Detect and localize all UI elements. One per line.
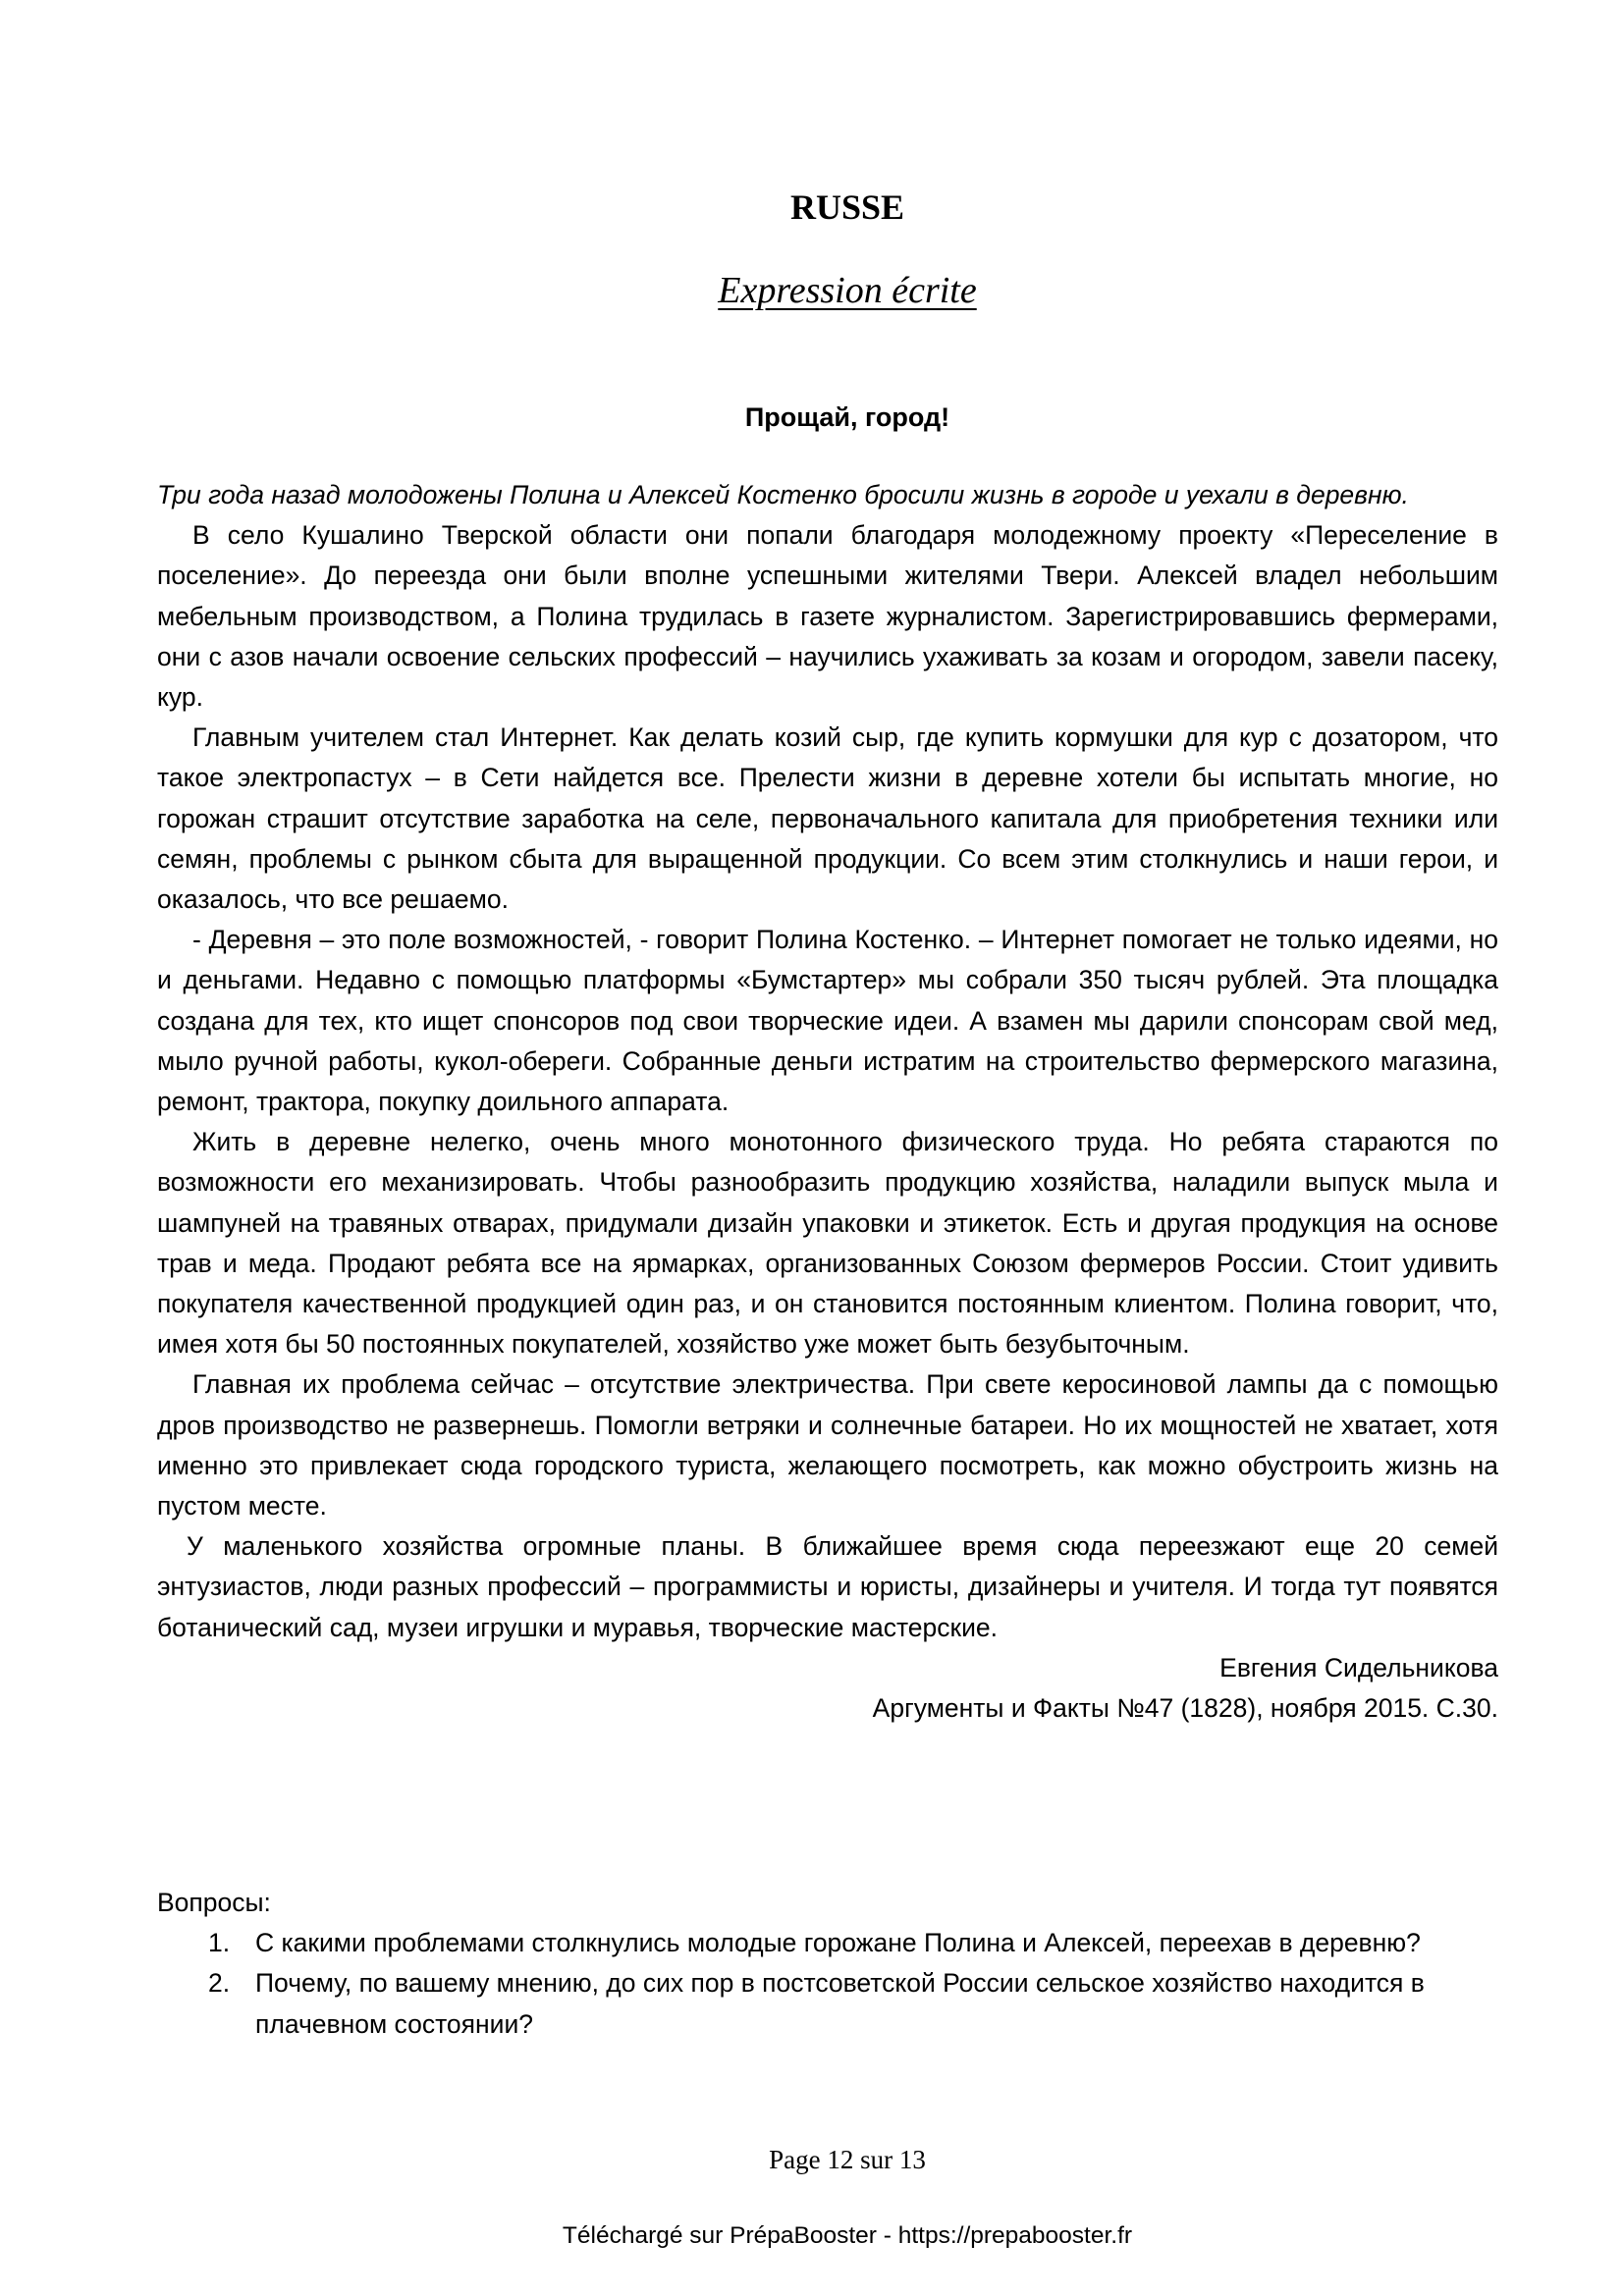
question-item: [157, 1963, 1498, 2044]
questions-section: [157, 1883, 1498, 2045]
article-paragraph: - Деревня – это поле возможностей, - говорит Полина Костенко. – Интернет помогает не только идеями, но и деньгами. Недавно с помощью платформы «Бумстартер» мы собрали 350 тысяч рублей. Эта площадка создана для тех, кто ищет спонсоров под свои творческие идеи. А взамен мы дарили спонсорам свой мед, мыло ручной работы, кукол-обереги. Собранные деньги истратим на строительство фермерского магазина, ремонт, трактора, покупку доильного аппарата.: [157, 925, 1498, 1117]
questions-list: [157, 1923, 1498, 2045]
document-subtitle: [157, 269, 1498, 312]
article-paragraph: Жить в деревне нелегко, очень много монотонного физического труда. Но ребята стараются по возможности его механизировать. Чтобы разнообразить продукцию хозяйства, наладили выпуск мыла и шампуней на травяных отварах, придумали дизайн упаковки и этикеток. Есть и другая продукция на основе трав и меда. Продают ребята все на ярмарках, организованных Союзом фермеров России. Стоит удивить покупателя качественной продукцией один раз, и он становится постоянным клиентом. Полина говорит, что, имея хотя бы 50 постоянных покупателей, хозяйство уже может быть безубыточным.: [157, 1127, 1498, 1360]
article-body: [157, 475, 1498, 1729]
question-text: Почему, по вашему мнению, до сих пор в постсоветской России сельское хозяйство находится в плачевном состоянии?: [255, 1968, 1425, 2039]
article-paragraph: Главная их проблема сейчас – отсутствие электричества. При свете керосиновой лампы да с помощью дров производство не развернешь. Помогли ветряки и солнечные батареи. Но их мощностей не хватает, хотя именно это привлекает сюда городского туриста, желающего посмотреть, как можно обустроить жизнь на пустом месте.: [157, 1369, 1498, 1522]
page-number: Page 12 sur 13: [769, 2145, 926, 2174]
article-author: Евгения Сидельникова: [1219, 1652, 1498, 1682]
question-number: 1.: [208, 1928, 231, 1958]
question-number: 2.: [208, 1968, 231, 1999]
article-paragraph: В село Кушалино Тверской области они попали благодаря молодежному проекту «Переселение в поселение». До переезда они были вполне успешными жителями Твери. Алексей владел небольшим мебельным производством, а Полина трудилась в газете журналистом. Зарегистрировавшись фермерами, они с азов начали освоение сельских профессий – научились ухаживать за козам и огородом, завели пасеку, кур.: [157, 520, 1498, 713]
question-item: [157, 1923, 1498, 1963]
article-paragraph: У маленького хозяйства огромные планы. В ближайшее время сюда переезжают еще 20 семей энтузиастов, люди разных профессий – программисты и юристы, дизайнеры и учителя. И тогда тут появятся ботанический сад, музеи игрушки и муравья, творческие мастерские.: [157, 1531, 1498, 1642]
subtitle-text: Expression écrite: [718, 270, 977, 311]
article-title: Прощай, город!: [744, 402, 950, 432]
question-text: С какими проблемами столкнулись молодые горожане Полина и Алексей, переехав в деревню?: [255, 1928, 1421, 1958]
download-footer: Téléchargé sur PrépaBooster - https://prepabooster.fr: [562, 2222, 1133, 2249]
document-title: RUSSE: [789, 187, 905, 227]
article-paragraph: Главным учителем стал Интернет. Как делать козий сыр, где купить кормушки для кур с дозатором, что такое электропастух – в Сети найдется все. Прелести жизни в деревне хотели бы испытать многие, но горожан страшит отсутствие заработка на селе, первоначального капитала для приобретения техники или семян, проблемы с рынком сбыта для выращенной продукции. Со всем этим столкнулись и наши герои, и оказалось, что все решаемо.: [157, 722, 1498, 915]
article-source: Аргументы и Факты №47 (1828), ноября 2015. С.30.: [872, 1693, 1498, 1724]
questions-heading: Вопросы:: [157, 1888, 271, 1917]
article-lead: Три года назад молодожены Полина и Алексей Костенко бросили жизнь в городе и уехали в деревню.: [157, 480, 1409, 509]
